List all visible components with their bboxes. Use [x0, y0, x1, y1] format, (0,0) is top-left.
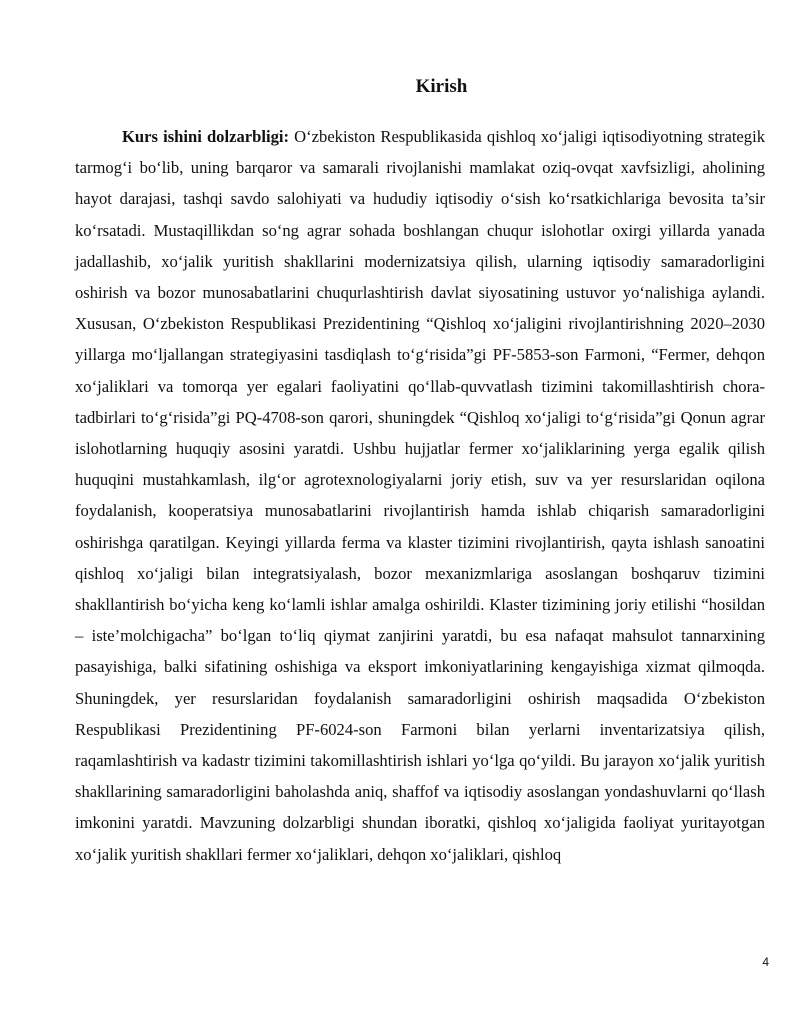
page-title: Kirish [415, 76, 468, 97]
paragraph-text: O‘zbekiston Respublikasida qishloq xo‘jaligi iqtisodiyotning strategik tarmog‘i bo‘lib, uning barqaror va samarali rivojlanishi mamlakat oziq-ovqat xavfsizligi, aholining hayot darajasi, tashqi savdo salohiyati va hududiy iqtisodiy o‘sish ko‘rsatkichlariga bevosita ta’sir ko‘rsatadi. Mustaqillikdan so‘ng agrar sohada boshlangan chuqur islohotlar oxirgi yillarda yanada jadallashib, xo‘jalik yuritish shakllarini modernizatsiya qilish, ularning iqtisodiy samaradorligini oshirish va bozor munosabatlarini chuqurlashtirish davlat siyosatining ustuvor yo‘nalishiga aylandi. Xususan, O‘zbekiston Respublikasi Prezidentining “Qishloq xo‘jaligini rivojlantirishning 2020–2030 yillarga mo‘ljallangan strategiyasini tasdiqlash to‘g‘risida”gi PF-5853-son Farmoni, “Fermer, dehqon xo‘jaliklari va tomorqa yer egalari faoliyatini qo‘llab-quvvatlash tizimini takomillashtirish chora-tadbirlari to‘g‘risida”gi PQ-4708-son qarori, shuningdek “Qishloq xo‘jaligi to‘g‘risida”gi Qonun agrar islohotlarning huquqiy asosini yaratdi. Ushbu hujjatlar fermer xo‘jaliklarining yerga egalik qilish huquqini mustahkamlash, ilg‘or agrotexnologiyalarni joriy etish, suv va yer resurslaridan oqilona foydalanish, kooperatsiya munosabatlarini rivojlantirish hamda ishlab chiqarish samaradorligini oshirishga qaratilgan. Keyingi yillarda ferma va klaster tizimini rivojlantirish, qayta ishlash sanoatini qishloq xo‘jaligi bilan integratsiyalash, bozor mexanizmlariga asoslangan boshqaruv tizimini shakllantirish bo‘yicha keng ko‘lamli ishlar amalga oshirildi. Klaster tizimining joriy etilishi “hosildan – iste’molchigacha” bo‘lgan to‘liq qiymat zanjirini yaratdi, bu esa nafaqat mahsulot tannarxining pasayishiga, balki sifatining oshishiga va eksport imkoniyatlarining kengayishiga xizmat qilmoqda. Shuningdek, yer resurslaridan foydalanish samaradorligini oshirish maqsadida O‘zbekiston Respublikasi Prezidentining PF-6024-son Farmoni bilan yerlarni inventarizatsiya qilish, raqamlashtirish va kadastr tizimini takomillashtirish ishlari yo‘lga qo‘yildi. Bu jarayon xo‘jalik yuritish shakllarining samaradorligini baholashda aniq, shaffof va iqtisodiy asoslangan yondashuvlarni qo‘llash imkonini yaratdi. Mavzuning dolzarbligi shundan iboratki, qishloq xo‘jaligida faoliyat yuritayotgan xo‘jalik yuritish shakllari fermer xo‘jaliklari, dehqon xo‘jaliklari, qishloq [75, 127, 765, 864]
body-paragraph [75, 121, 765, 870]
page-number: 4 [762, 955, 769, 969]
paragraph-lead: Kurs ishini dolzarbligi: [122, 127, 290, 146]
